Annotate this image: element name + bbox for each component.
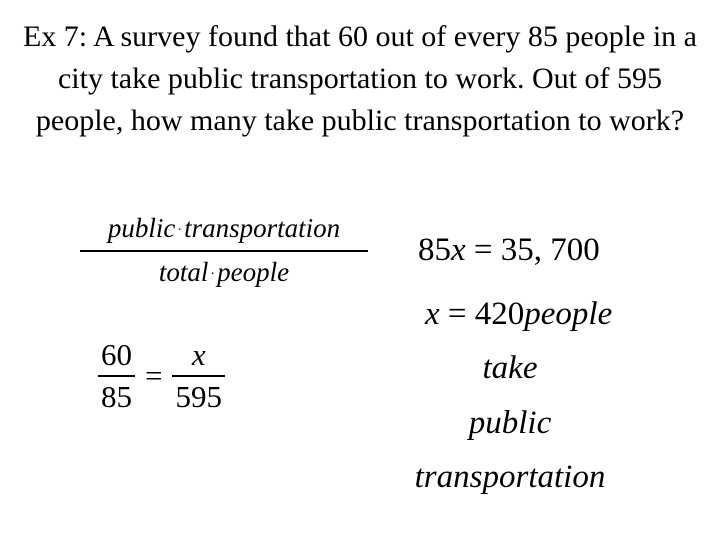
equals-sign: = xyxy=(145,358,163,393)
word-fraction-denominator xyxy=(159,256,289,291)
numerator-word-transportation: transportation xyxy=(184,213,341,243)
variable-x: x xyxy=(451,232,466,268)
answer-word-take: take xyxy=(482,350,538,386)
problem-title: Ex 7: A survey found that 60 out of every 85 people in a city take public transportation to work. Out of 595 people, how many take public transportation to work? xyxy=(22,20,698,137)
answer-value: = 420 xyxy=(439,296,525,332)
right-numerator: x xyxy=(191,337,206,372)
left-denominator: 85 xyxy=(101,379,132,414)
fraction-bar xyxy=(172,375,225,377)
multiplication-dot: · xyxy=(177,222,183,238)
proportion-equation xyxy=(98,336,225,416)
fraction-bar xyxy=(98,375,135,377)
word-fraction xyxy=(80,212,368,291)
coefficient: 85 xyxy=(418,232,451,268)
left-numerator: 60 xyxy=(101,337,132,372)
right-denominator: 595 xyxy=(175,379,222,414)
left-fraction xyxy=(98,338,135,414)
fraction-bar xyxy=(80,250,368,252)
denominator-word-total: total xyxy=(158,256,209,287)
solution-line-2 xyxy=(425,296,612,333)
answer-word-transportation: transportation xyxy=(414,459,606,495)
product-value: = 35, 700 xyxy=(465,232,600,268)
variable-x: x xyxy=(425,296,440,332)
word-fraction-numerator xyxy=(108,212,340,247)
right-fraction xyxy=(172,338,225,414)
answer-unit: people xyxy=(524,296,613,332)
numerator-word-public: public xyxy=(107,213,176,243)
answer-word-public: public xyxy=(468,405,552,441)
denominator-word-people: people xyxy=(217,256,290,287)
multiplication-dot: · xyxy=(210,266,216,282)
solution-line-1 xyxy=(418,232,600,269)
